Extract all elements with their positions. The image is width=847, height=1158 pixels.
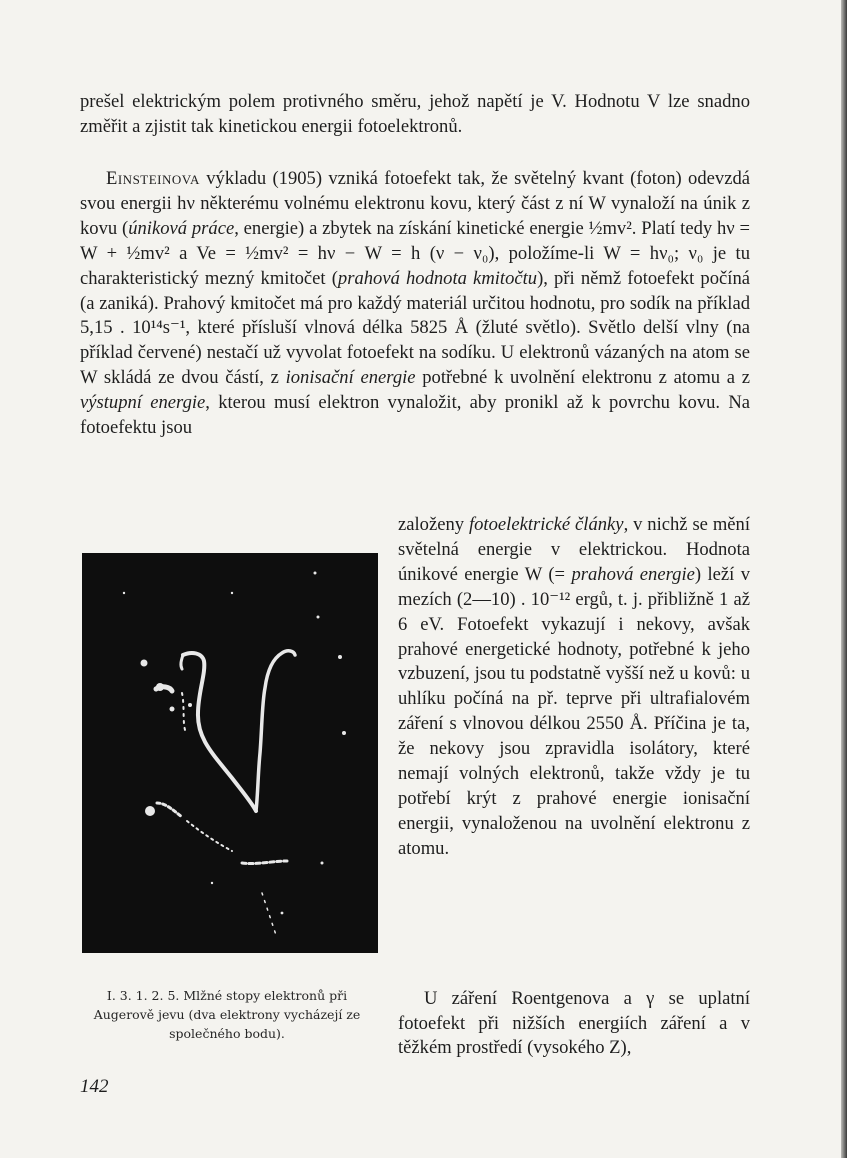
paragraph-4-text: U záření Roentgenova a γ se uplatní fotoefekt při nižších energiích záření a v těžkém prostředí (vysokého Z),: [398, 987, 750, 1059]
paragraph-3: [398, 513, 750, 862]
author-name: Einsteinova: [106, 168, 200, 189]
paragraph-2-text-a: výkladu (1905) vzniká fotoefekt tak, že světelný kvant (foton) odevzdá svou energii hν některému volnému elektronu kovu, který část z ní W vynaloží na únik z kovu (: [80, 168, 750, 239]
term-prahova-energie: prahová energie: [571, 563, 695, 585]
paragraph-2-text-d: potřebné k uvolnění elektronu z atomu a z: [415, 367, 750, 389]
term-ionisacni-energie: ionisační energie: [285, 367, 416, 389]
term-vystupni-energie: výstupní energie: [80, 392, 206, 414]
paragraph-2: [80, 167, 750, 441]
paragraph-2-text-e: , kterou musí elektron vynaložit, aby pronikl až k povrchu kovu. Na fotoefektu jsou: [80, 392, 750, 439]
term-prahova-hodnota: prahová hodnota kmitočtu: [337, 267, 538, 289]
paragraph-3-text-b: , v nichž se mění světelná energie v elektrickou. Hodnota únikové energie W (=: [398, 514, 751, 585]
paragraph-3-text-a: založeny: [398, 514, 469, 535]
page-edge-shadow: [841, 0, 847, 1158]
paragraph-4: [398, 968, 750, 1080]
figure-caption: I. 3. 1. 2. 5. Mlžné stopy elektronů při Augerově jevu (dva elektrony vycházejí ze společného bodu).: [93, 988, 361, 1041]
paragraph-1: [80, 90, 750, 140]
cloud-chamber-photo: [82, 553, 378, 953]
paragraph-2-text-b: , energie) a zbytek na získání kinetické energie ½mv². Platí tedy hν = W + ½mv² a Ve = ½mv² = hν − W = h (ν − ν₀), položíme-li W = hν₀; ν₀ je tu charakteristický mezný kmitočet (: [80, 217, 750, 289]
term-unikova-prace: úniková práce: [128, 217, 235, 239]
paragraph-1-text: prešel elektrickým polem protivného směru, jehož napětí je V. Hodnotu V lze snadno změřit a zjistit tak kinetickou energii fotoelektronů.: [80, 91, 750, 137]
paragraph-2-text-c: ), při němž fotoefekt počíná (a zaniká). Prahový kmitočet má pro každý materiál určitou hodnotu, pro sodík na příklad 5,15 . 10¹⁴s⁻¹, které přísluší vlnová délka 5825 Å (žluté světlo). Světlo delší vlny (na příklad červené) nestačí už vyvolat fotoefekt na sodíku. U elektronů vázaných na atom se W skládá ze dvou částí, z: [80, 267, 750, 389]
paragraph-3-text-c: ) leží v mezích (2—10) . 10⁻¹² ergů, t. j. přibližně 1 až 6 eV. Fotoefekt vykazují i nekovy, avšak prahové energetické hodnoty, potřebné k jeho vzbuzení, jsou tu podstatně vyšší než u kovů: u uhlíku počíná na př. teprve při ultrafialovém záření s vlnovou délkou 2550 Å. Příčina je ta, že nekovy jsou zpravidla isolátory, které nemají volných elektronů, takže vždy je tu potřebí krýt z prahové energie ionisační energii, vynaloženou na uvolnění elektronu z atomu.: [398, 563, 750, 859]
term-fotoelektricke-clanky: fotoelektrické články: [468, 514, 624, 535]
page-number: 142: [80, 1076, 109, 1097]
electron-tracks-image: [82, 553, 378, 953]
